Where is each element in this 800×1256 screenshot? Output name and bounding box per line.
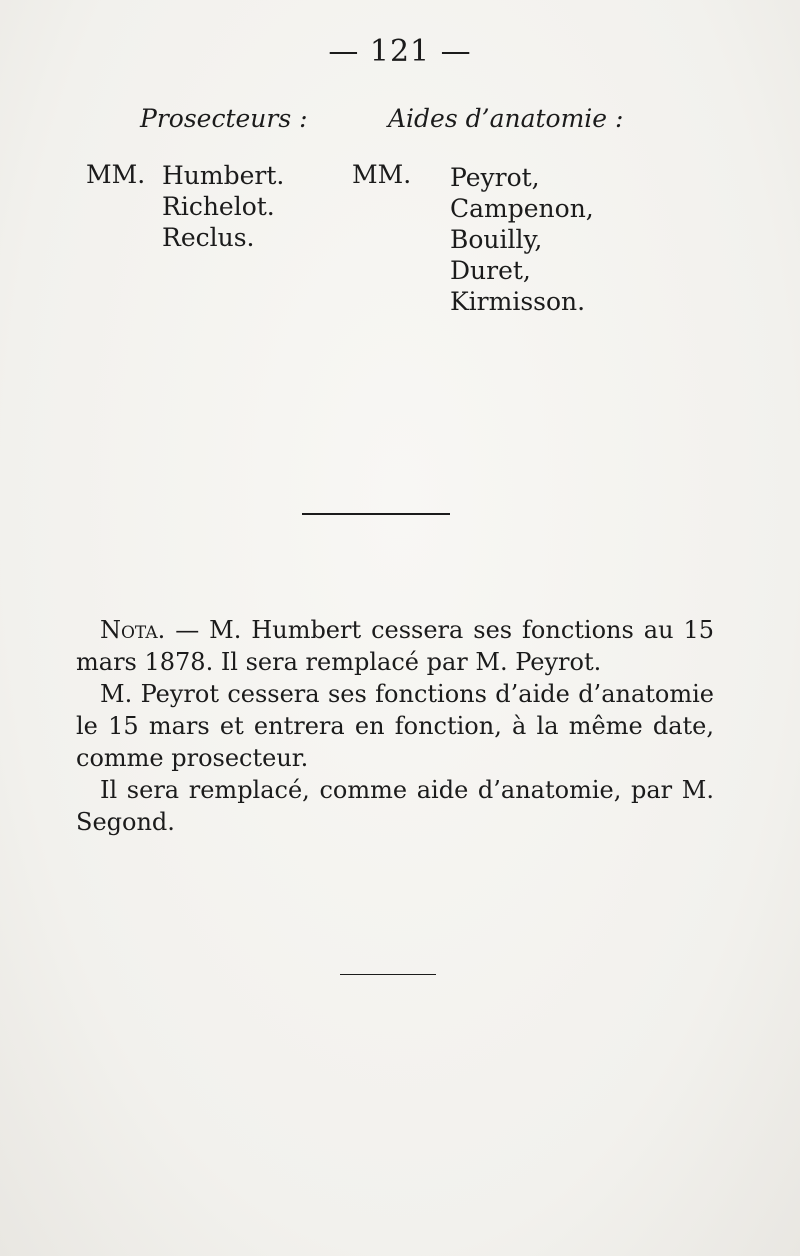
nota-section (76, 614, 714, 838)
list-item: Duret, (450, 256, 531, 285)
section-divider (302, 513, 450, 515)
aides-prefix: MM. (352, 160, 412, 189)
nota-paragraph: M. Peyrot cessera ses fonctions d’aide d’anatomie le 15 mars et entrera en fonction, à la même date, comme prosecteur. (76, 680, 714, 772)
aides-anatomie-heading: Aides d’anatomie : (388, 104, 624, 133)
list-item: Richelot. (162, 192, 275, 221)
end-divider (340, 974, 436, 975)
prosecteurs-prefix: MM. (86, 160, 146, 189)
list-item: Humbert. (162, 161, 285, 190)
list-item: Kirmisson. (450, 287, 586, 316)
prosecteurs-list (162, 160, 284, 253)
prosecteurs-heading: Prosecteurs : (140, 104, 308, 133)
aides-list (450, 162, 594, 317)
list-item: Peyrot, (450, 163, 540, 192)
nota-label: Nota. (100, 616, 166, 644)
nota-text: — M. Humbert cessera ses fonctions au 15 mars 1878. Il sera remplacé par M. Peyrot. (76, 616, 715, 676)
list-item: Bouilly, (450, 225, 543, 254)
page-number: — 121 — (328, 34, 472, 69)
nota-paragraph: Il sera remplacé, comme aide d’anatomie, par M. Segond. (76, 776, 714, 836)
nota-paragraph (76, 614, 714, 678)
list-item: Reclus. (162, 223, 255, 252)
list-item: Campenon, (450, 194, 594, 223)
